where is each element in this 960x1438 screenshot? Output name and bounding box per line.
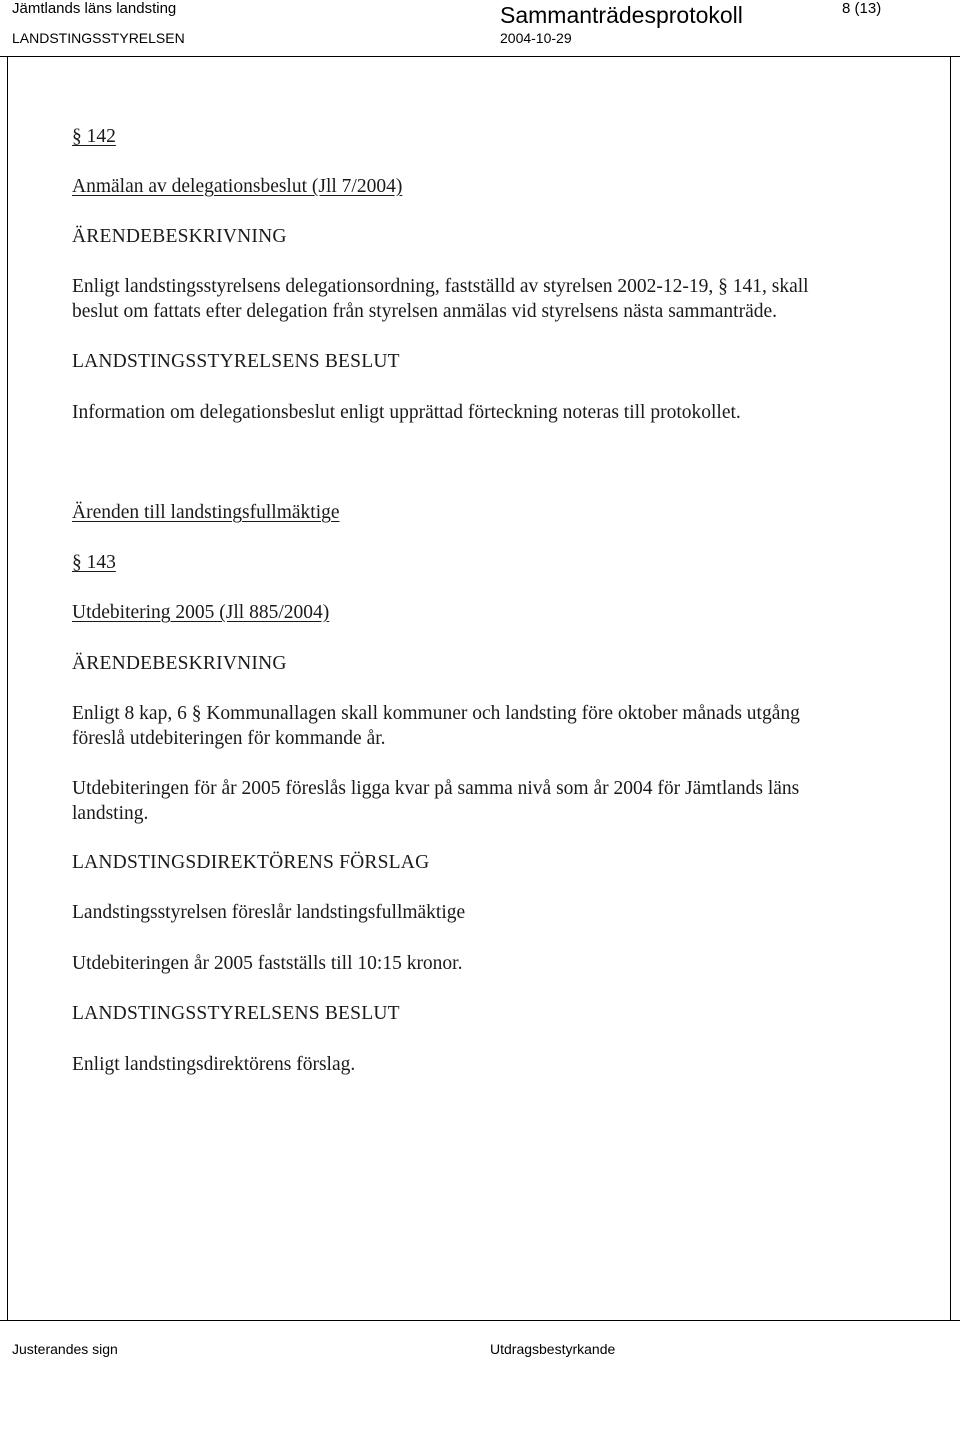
department-name: LANDSTINGSSTYRELSEN — [12, 30, 185, 46]
group-heading: Ärenden till landstingsfullmäktige — [72, 502, 340, 523]
left-margin-rule — [7, 56, 8, 1320]
paragraph-143-subject: Utdebitering 2005 (Jll 885/2004) — [72, 602, 330, 623]
paragraph-142-description-line2: beslut om fattats efter delegation från styrelsen anmälas vid styrelsens nästa sammanträde. — [72, 301, 778, 322]
header-rule — [0, 56, 960, 57]
signature-label: Justerandes sign — [12, 1341, 118, 1357]
meeting-date: 2004-10-29 — [500, 30, 572, 46]
paragraph-143-description1-line2: föreslå utdebiteringen för kommande år. — [72, 728, 386, 749]
paragraph-142-description-line1: Enligt landstingsstyrelsens delegationsordning, fastställd av styrelsen 2002-12-19, § 141, skall — [72, 276, 809, 297]
page-number: 8 (13) — [842, 0, 882, 17]
paragraph-142-subject: Anmälan av delegationsbeslut (Jll 7/2004) — [72, 176, 403, 197]
paragraph-143-decision-heading: LANDSTINGSSTYRELSENS BESLUT — [72, 1003, 400, 1024]
paragraph-143-proposal-line1: Landstingsstyrelsen föreslår landstingsfullmäktige — [72, 902, 466, 923]
paragraph-143-number: § 143 — [72, 552, 116, 573]
paragraph-142-decision: Information om delegationsbeslut enligt upprättad förteckning noteras till protokollet. — [72, 402, 741, 423]
right-margin-rule — [950, 56, 951, 1320]
paragraph-143-description2-line2: landsting. — [72, 803, 149, 824]
paragraph-142-decision-heading: LANDSTINGSSTYRELSENS BESLUT — [72, 351, 400, 372]
document-title: Sammanträdesprotokoll — [500, 2, 743, 28]
certification-label: Utdragsbestyrkande — [490, 1341, 616, 1357]
footer-rule — [0, 1320, 960, 1321]
paragraph-143-proposal-heading: LANDSTINGSDIREKTÖRENS FÖRSLAG — [72, 852, 430, 873]
paragraph-143-description1-line1: Enligt 8 kap, 6 § Kommunallagen skall kommuner och landsting före oktober månads utgång — [72, 703, 800, 724]
paragraph-143-description2-line1: Utdebiteringen för år 2005 föreslås ligga kvar på samma nivå som år 2004 för Jämtlands läns — [72, 778, 800, 799]
organization-name: Jämtlands läns landsting — [12, 0, 177, 17]
paragraph-143-proposal-line2: Utdebiteringen år 2005 fastställs till 10:15 kronor. — [72, 953, 463, 974]
paragraph-142-description-heading: ÄRENDEBESKRIVNING — [72, 226, 287, 247]
paragraph-143-description-heading: ÄRENDEBESKRIVNING — [72, 653, 287, 674]
paragraph-142-number: § 142 — [72, 126, 116, 147]
paragraph-143-decision: Enligt landstingsdirektörens förslag. — [72, 1054, 356, 1075]
